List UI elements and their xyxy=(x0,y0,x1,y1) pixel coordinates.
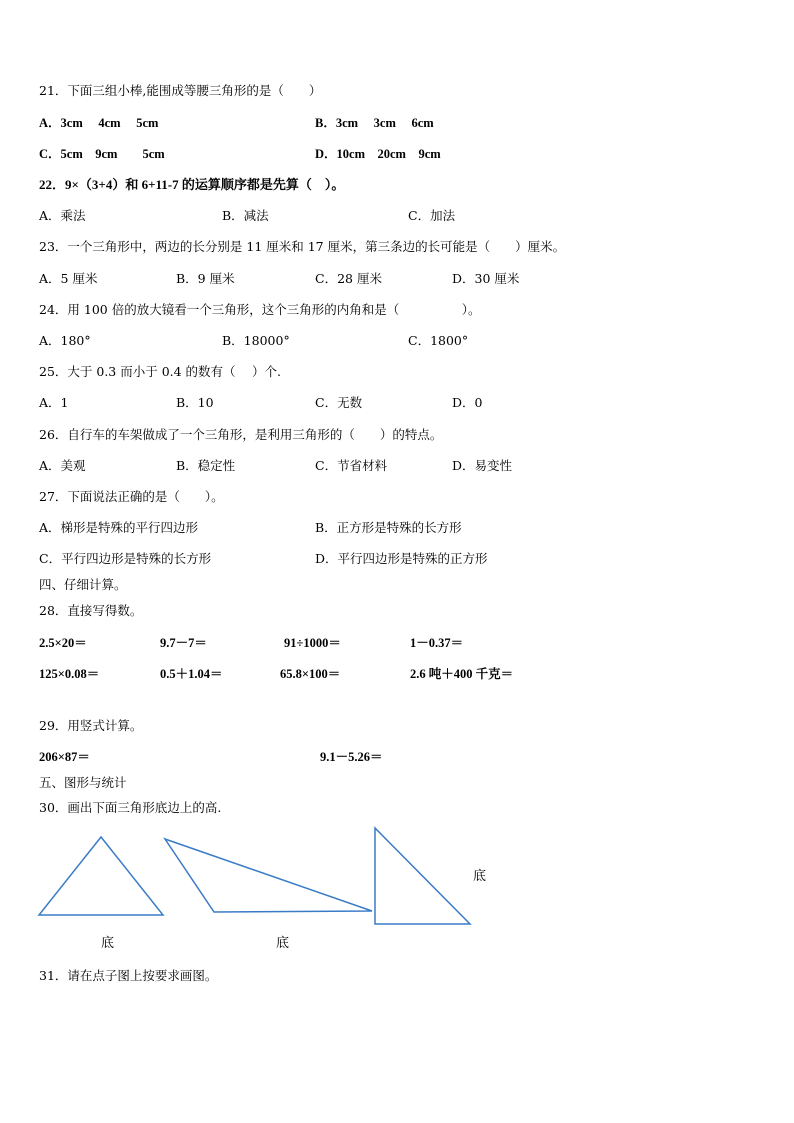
q31-stem: 31．请在点子图上按要求画图。 xyxy=(39,968,218,983)
q26-option-c[interactable]: C．节省材料 xyxy=(315,458,388,473)
section4-heading: 四、仔细计算。 xyxy=(39,577,127,592)
q24-stem: 24．用 100 倍的放大镜看一个三角形，这个三角形的内角和是（ ）。 xyxy=(39,302,481,317)
q28-item: 9.7－7＝ xyxy=(160,636,207,650)
q28-item: 125×0.08＝ xyxy=(39,667,100,681)
q22-stem: 22．9×（3+4）和 6+11-7 的运算顺序都是先算（ ）。 xyxy=(39,177,345,192)
q27-stem: 27．下面说法正确的是（ ）。 xyxy=(39,489,224,504)
q25-option-d[interactable]: D．0 xyxy=(452,395,483,410)
q21-option-b[interactable]: B．3cm 3cm 6cm xyxy=(315,116,434,130)
q27-option-c[interactable]: C．平行四边形是特殊的长方形 xyxy=(39,551,212,566)
base-label: 底 xyxy=(101,936,115,951)
q28-item: 91÷1000＝ xyxy=(284,636,341,650)
q29-item: 9.1－5.26＝ xyxy=(320,750,383,764)
q28-item: 2.6 吨＋400 千克＝ xyxy=(410,667,514,681)
q28-item: 1－0.37＝ xyxy=(410,636,464,650)
q26-stem: 26．自行车的车架做成了一个三角形，是利用三角形的（ ）的特点。 xyxy=(39,427,443,442)
q25-option-c[interactable]: C．无数 xyxy=(315,395,363,410)
q28-item: 65.8×100＝ xyxy=(280,667,341,681)
q24-option-b[interactable]: B．18000° xyxy=(222,333,290,348)
q28-item: 2.5×20＝ xyxy=(39,636,87,650)
q22-option-c[interactable]: C．加法 xyxy=(408,208,456,223)
base-label: 底 xyxy=(276,936,290,951)
q23-option-b[interactable]: B．9 厘米 xyxy=(176,271,235,286)
q24-option-a[interactable]: A．180° xyxy=(39,333,91,348)
base-label: 底 xyxy=(473,869,487,884)
q27-option-d[interactable]: D．平行四边形是特殊的正方形 xyxy=(315,551,488,566)
q26-option-d[interactable]: D．易变性 xyxy=(452,458,513,473)
q23-option-d[interactable]: D．30 厘米 xyxy=(452,271,520,286)
q27-option-a[interactable]: A．梯形是特殊的平行四边形 xyxy=(39,520,199,535)
q29-stem: 29．用竖式计算。 xyxy=(39,718,143,733)
q26-option-a[interactable]: A．美观 xyxy=(39,458,86,473)
q29-item: 206×87＝ xyxy=(39,750,90,764)
q25-option-b[interactable]: B．10 xyxy=(176,395,214,410)
q24-option-c[interactable]: C．1800° xyxy=(408,333,469,348)
section5-heading: 五、图形与统计 xyxy=(39,775,127,790)
q27-option-b[interactable]: B．正方形是特殊的长方形 xyxy=(315,520,462,535)
q23-option-a[interactable]: A．5 厘米 xyxy=(39,271,98,286)
q21-option-a[interactable]: A．3cm 4cm 5cm xyxy=(39,116,159,130)
triangle-obtuse[interactable] xyxy=(165,839,372,912)
q25-stem: 25．大于 0.3 而小于 0.4 的数有（ ）个. xyxy=(39,364,282,379)
q28-item: 0.5＋1.04＝ xyxy=(160,667,223,681)
q21-stem: 21．下面三组小棒,能围成等腰三角形的是（ ） xyxy=(39,83,322,98)
q21-option-d[interactable]: D．10cm 20cm 9cm xyxy=(315,147,441,161)
q26-option-b[interactable]: B．稳定性 xyxy=(176,458,236,473)
triangle-acute[interactable] xyxy=(39,837,163,915)
q22-option-b[interactable]: B．减法 xyxy=(222,208,269,223)
q23-stem: 23．一个三角形中，两边的长分别是 11 厘米和 17 厘米，第三条边的长可能是（ ）厘米。 xyxy=(39,239,566,254)
q25-option-a[interactable]: A．1 xyxy=(39,395,69,410)
q21-option-c[interactable]: C．5cm 9cm 5cm xyxy=(39,147,165,161)
q22-option-a[interactable]: A．乘法 xyxy=(39,208,86,223)
q28-stem: 28．直接写得数。 xyxy=(39,603,143,618)
q30-stem: 30．画出下面三角形底边上的高. xyxy=(39,800,222,815)
q23-option-c[interactable]: C．28 厘米 xyxy=(315,271,382,286)
triangle-right[interactable] xyxy=(375,828,470,924)
